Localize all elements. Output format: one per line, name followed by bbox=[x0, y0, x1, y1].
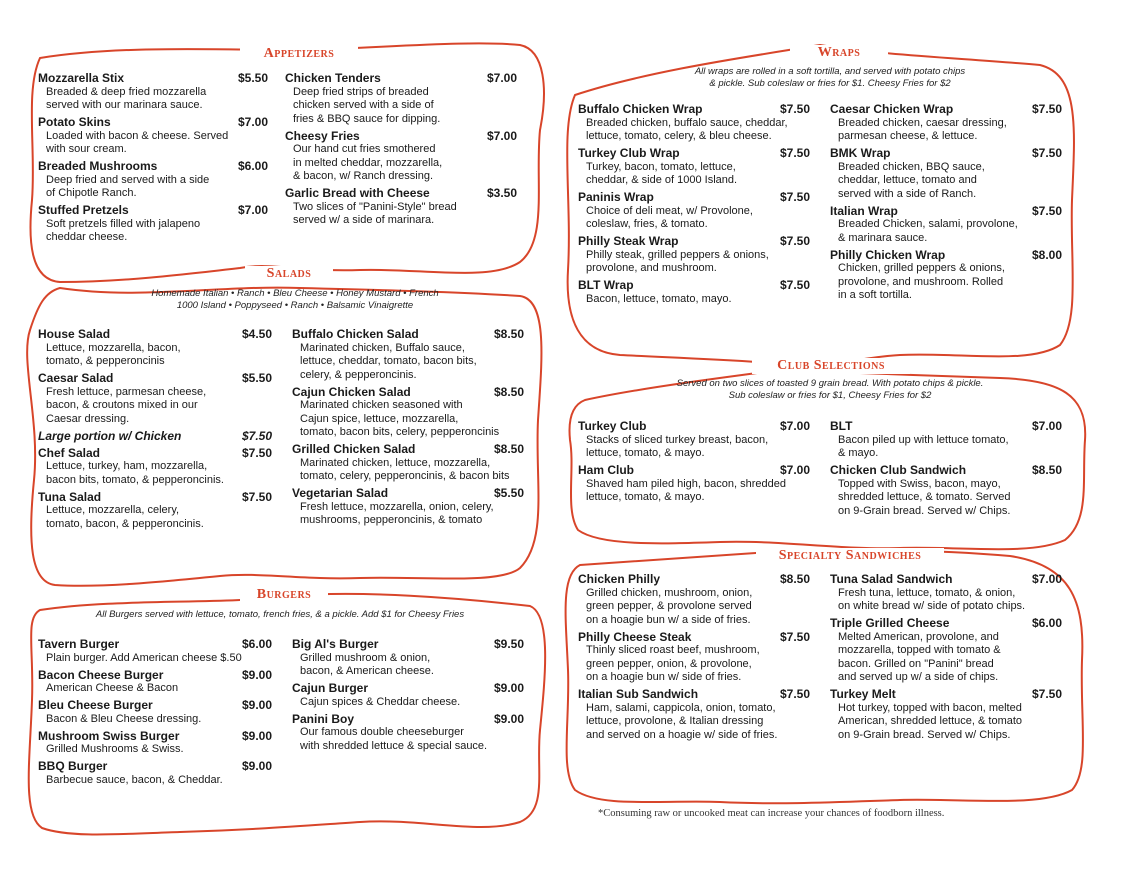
item-description: on 9-Grain bread. Served w/ Chips. bbox=[838, 728, 1011, 741]
appetizers-menu-item bbox=[38, 160, 268, 201]
item-header bbox=[830, 420, 1062, 434]
item-description: tomato, & pepperoncinis bbox=[46, 355, 165, 367]
item-header bbox=[292, 443, 524, 457]
wraps-menu-item bbox=[830, 249, 1062, 303]
item-description: Ham, salami, cappicola, onion, tomato, bbox=[586, 701, 776, 714]
item-name: Paninis Wrap bbox=[578, 190, 654, 204]
item-description: bacon, & croutons mixed in our bbox=[46, 399, 198, 411]
item-name: Garlic Bread with Cheese bbox=[285, 186, 430, 200]
item-description: Bacon & Bleu Cheese dressing. bbox=[46, 712, 202, 725]
item-price: $7.00 bbox=[1031, 419, 1062, 433]
item-header bbox=[578, 235, 810, 249]
item-header bbox=[38, 699, 272, 713]
item-description: cheddar, & side of 1000 Island. bbox=[586, 174, 738, 186]
item-name: Turkey Club bbox=[578, 419, 647, 433]
item-price: $7.00 bbox=[779, 419, 810, 433]
item-price: $7.50 bbox=[779, 102, 810, 116]
item-header bbox=[285, 187, 517, 201]
item-description: bacon bits, tomato, & pepperoncinis. bbox=[46, 473, 224, 486]
specialty-menu-item bbox=[578, 688, 810, 742]
specialty-menu-item bbox=[578, 573, 810, 627]
item-description: green pepper, onion, & provolone, bbox=[586, 657, 752, 670]
item-price: $8.50 bbox=[779, 572, 810, 586]
item-description: fries & BBQ sauce for dipping. bbox=[293, 112, 441, 125]
item-description: Breaded chicken, BBQ sauce, bbox=[838, 160, 985, 173]
wraps-menu-item bbox=[578, 191, 810, 232]
item-price: $5.50 bbox=[493, 486, 524, 500]
club-subtitle bbox=[610, 378, 1050, 402]
item-price: $4.50 bbox=[241, 327, 272, 341]
item-description: in a soft tortilla. bbox=[838, 289, 912, 301]
item-price: $7.50 bbox=[779, 146, 810, 160]
item-header bbox=[292, 682, 524, 696]
item-description: Thinly sliced roast beef, mushroom, bbox=[586, 644, 760, 656]
item-description: Two slices of "Panini-Style" bread bbox=[293, 200, 457, 213]
item-description: Grilled mushroom & onion, bbox=[300, 651, 431, 664]
wraps-menu-item bbox=[578, 235, 810, 276]
item-description: Fresh lettuce, mozzarella, onion, celery, bbox=[300, 500, 494, 513]
club-subtitle-line: Sub coleslaw or fries for $1, Cheesy Fries for $2 bbox=[728, 390, 932, 401]
specialty-menu-item bbox=[830, 688, 1062, 742]
burgers-menu-item bbox=[38, 669, 272, 696]
item-price: $7.50 bbox=[779, 629, 810, 644]
salads-menu-item bbox=[292, 443, 524, 484]
item-description: shredded lettuce, & tomato. Served bbox=[838, 491, 1011, 503]
item-price: $7.00 bbox=[486, 128, 517, 143]
item-header bbox=[38, 447, 272, 461]
item-description: celery, & pepperoncinis. bbox=[300, 368, 417, 381]
wraps-subtitle-line: & pickle. Sub coleslaw or fries for $1. Cheesy Fries for $2 bbox=[709, 78, 951, 89]
appetizers-menu-item bbox=[285, 72, 517, 126]
club-menu-item bbox=[578, 464, 810, 505]
item-description: Chicken, grilled peppers & onions, bbox=[838, 262, 1005, 274]
item-description: coleslaw, fries, & tomato. bbox=[586, 218, 708, 230]
item-price: $7.50 bbox=[241, 428, 272, 443]
item-description: Breaded chicken, buffalo sauce, cheddar, bbox=[586, 116, 788, 129]
item-description: Fresh lettuce, parmesan cheese, bbox=[46, 385, 207, 398]
salads-menu-item bbox=[292, 386, 524, 440]
item-description: Breaded & deep fried mozzarella bbox=[46, 85, 207, 98]
item-description: bacon, & American cheese. bbox=[300, 665, 434, 677]
item-name: Philly Chicken Wrap bbox=[830, 247, 946, 262]
item-header bbox=[285, 130, 517, 144]
item-name: Triple Grilled Cheese bbox=[830, 616, 950, 630]
club-title: Club Selections bbox=[752, 358, 910, 374]
item-price: $7.00 bbox=[237, 115, 268, 129]
item-description: cheddar cheese. bbox=[46, 231, 128, 243]
item-name: BLT Wrap bbox=[578, 278, 634, 292]
item-description: in melted cheddar, mozzarella, bbox=[293, 156, 443, 169]
item-header bbox=[578, 191, 810, 205]
item-description: lettuce, tomato, celery, & bleu cheese. bbox=[586, 130, 772, 142]
item-name: Potato Skins bbox=[38, 115, 111, 129]
burgers-subtitle-line: All Burgers served with lettuce, tomato, french fries, & a pickle. Add $1 for Cheesy Fries bbox=[95, 609, 465, 620]
item-header bbox=[830, 617, 1062, 631]
item-name: Turkey Club Wrap bbox=[578, 146, 680, 160]
item-price: $8.50 bbox=[493, 442, 524, 456]
item-price: $9.00 bbox=[241, 667, 272, 682]
item-name: Big Al's Burger bbox=[292, 637, 379, 651]
item-price: $9.00 bbox=[241, 728, 272, 743]
item-description: Marinated chicken, lettuce, mozzarella, bbox=[300, 456, 491, 469]
item-description: provolone, and mushroom. Rolled bbox=[838, 275, 1004, 288]
club-menu-item bbox=[830, 420, 1062, 461]
item-price: $7.50 bbox=[779, 687, 810, 701]
item-description: Caesar dressing. bbox=[46, 412, 130, 425]
item-name: Chicken Philly bbox=[578, 572, 661, 586]
item-price: $7.00 bbox=[779, 463, 810, 477]
salads-menu-item bbox=[38, 447, 272, 488]
item-description: Choice of deli meat, w/ Provolone, bbox=[586, 204, 753, 217]
item-description: lettuce, tomato, & mayo. bbox=[586, 491, 705, 503]
item-name: Caesar Salad bbox=[38, 371, 114, 385]
item-description: tomato, celery, pepperoncinis, & bacon bits bbox=[300, 470, 510, 482]
item-header bbox=[578, 464, 810, 478]
salads-menu-item bbox=[38, 430, 272, 444]
item-price: $7.50 bbox=[779, 278, 810, 292]
item-header bbox=[578, 147, 810, 161]
item-description: on a hoagie bun w/ a side of fries. bbox=[586, 613, 751, 626]
item-header bbox=[830, 573, 1062, 587]
item-price: $7.50 bbox=[1031, 203, 1062, 218]
item-header bbox=[830, 688, 1062, 702]
appetizers-menu-item bbox=[285, 130, 517, 184]
salads-subtitle-line: 1000 Island • Poppyseed • Ranch • Balsamic Vinaigrette bbox=[176, 300, 414, 311]
item-name: Mushroom Swiss Burger bbox=[38, 728, 180, 743]
item-description: & bacon, w/ Ranch dressing. bbox=[293, 170, 434, 182]
item-description: Melted American, provolone, and bbox=[838, 630, 999, 643]
item-name: Tuna Salad bbox=[38, 489, 102, 504]
item-price: $6.00 bbox=[241, 637, 272, 651]
item-name: Stuffed Pretzels bbox=[38, 203, 129, 217]
club-subtitle-line: Served on two slices of toasted 9 grain bread. With potato chips & pickle. bbox=[676, 378, 984, 389]
item-name: Cajun Chicken Salad bbox=[292, 384, 411, 399]
burgers-menu-item bbox=[292, 638, 524, 679]
item-description: and served on a hoagie w/ side of fries. bbox=[586, 728, 778, 741]
item-description: tomato, bacon bits, celery, pepperoncinis bbox=[300, 426, 500, 438]
item-price: $7.50 bbox=[1031, 687, 1062, 701]
item-description: cheddar, lettuce, tomato and bbox=[838, 174, 977, 186]
appetizers-title: Appetizers bbox=[240, 46, 358, 62]
burgers-menu-item bbox=[38, 638, 272, 665]
item-name: BBQ Burger bbox=[38, 759, 108, 773]
item-description: bacon. Grilled on "Panini" bread bbox=[838, 657, 994, 670]
item-description: and served up w/ a side of chips. bbox=[838, 671, 999, 683]
item-description: Topped with Swiss, bacon, mayo, bbox=[838, 477, 1001, 490]
item-header bbox=[830, 103, 1062, 117]
burgers-title: Burgers bbox=[240, 587, 328, 603]
item-name: Large portion w/ Chicken bbox=[38, 428, 182, 443]
item-name: Bacon Cheese Burger bbox=[38, 667, 164, 682]
appetizers-menu-item bbox=[38, 72, 268, 113]
item-name: Chef Salad bbox=[38, 445, 101, 460]
item-header bbox=[578, 631, 810, 645]
item-description: Barbecue sauce, bacon, & Cheddar. bbox=[46, 773, 223, 786]
item-header bbox=[38, 491, 272, 505]
item-name: Ham Club bbox=[578, 463, 635, 477]
item-description: & marinara sauce. bbox=[838, 231, 928, 244]
item-description: served with a side of Ranch. bbox=[838, 187, 977, 200]
item-price: $3.50 bbox=[486, 186, 517, 200]
specialty-title: Specialty Sandwiches bbox=[756, 548, 944, 564]
item-header bbox=[578, 688, 810, 702]
item-description: Plain burger. Add American cheese $.50 bbox=[46, 651, 242, 664]
item-header bbox=[292, 487, 524, 501]
item-description: lettuce, provolone, & Italian dressing bbox=[586, 715, 764, 727]
item-header bbox=[38, 372, 272, 386]
item-description: Stacks of sliced turkey breast, bacon, bbox=[586, 433, 769, 446]
item-description: mushrooms, pepperoncinis, & tomato bbox=[300, 514, 483, 526]
item-name: Philly Cheese Steak bbox=[578, 629, 692, 644]
wraps-menu-item bbox=[578, 279, 810, 306]
item-description: Lettuce, turkey, ham, mozzarella, bbox=[46, 460, 208, 472]
item-description: served with our marinara sauce. bbox=[46, 99, 203, 111]
item-description: & mayo. bbox=[838, 447, 879, 459]
item-description: Lettuce, mozzarella, celery, bbox=[46, 504, 180, 516]
item-header bbox=[38, 638, 272, 652]
wraps-menu-item bbox=[830, 205, 1062, 246]
item-name: Chicken Club Sandwich bbox=[830, 463, 967, 477]
item-price: $7.50 bbox=[241, 489, 272, 504]
item-name: Philly Steak Wrap bbox=[578, 234, 679, 248]
club-menu-item bbox=[578, 420, 810, 461]
item-name: House Salad bbox=[38, 327, 111, 341]
item-description: served w/ a side of marinara. bbox=[293, 214, 435, 226]
item-description: Deep fried and served with a side bbox=[46, 173, 210, 186]
specialty-menu-item bbox=[830, 617, 1062, 685]
salads-menu-item bbox=[38, 328, 272, 369]
wraps-title: Wraps bbox=[790, 45, 888, 61]
item-header bbox=[38, 430, 272, 444]
item-description: Bacon piled up with lettuce tomato, bbox=[838, 433, 1009, 446]
item-description: Breaded chicken, caesar dressing, bbox=[838, 116, 1007, 129]
burgers-subtitle bbox=[30, 609, 530, 621]
item-name: Caesar Chicken Wrap bbox=[830, 102, 954, 116]
item-name: Mozzarella Stix bbox=[38, 71, 125, 85]
item-name: Buffalo Chicken Salad bbox=[292, 327, 419, 341]
item-header bbox=[292, 386, 524, 400]
item-name: Tuna Salad Sandwich bbox=[830, 572, 953, 586]
item-description: Cajun spices & Cheddar cheese. bbox=[300, 695, 461, 708]
item-price: $7.50 bbox=[241, 445, 272, 460]
item-price: $9.00 bbox=[241, 759, 272, 773]
item-name: Buffalo Chicken Wrap bbox=[578, 102, 703, 116]
item-description: American Cheese & Bacon bbox=[46, 682, 179, 694]
item-name: Grilled Chicken Salad bbox=[292, 442, 416, 456]
item-description: Grilled chicken, mushroom, onion, bbox=[586, 586, 753, 599]
item-name: Panini Boy bbox=[292, 711, 355, 726]
item-header bbox=[578, 573, 810, 587]
item-header bbox=[38, 730, 272, 744]
burgers-menu-item bbox=[38, 760, 272, 787]
specialty-menu-item bbox=[830, 573, 1062, 614]
item-header bbox=[38, 160, 268, 174]
item-description: on a hoagie bun w/ side of fries. bbox=[586, 671, 742, 683]
item-description: with shredded lettuce & special sauce. bbox=[300, 739, 488, 752]
item-description: Loaded with bacon & cheese. Served bbox=[46, 129, 229, 142]
item-description: Marinated chicken seasoned with bbox=[300, 399, 463, 411]
item-header bbox=[38, 204, 268, 218]
item-price: $9.00 bbox=[241, 698, 272, 712]
item-header bbox=[38, 669, 272, 683]
item-price: $9.00 bbox=[493, 711, 524, 726]
salads-title: Salads bbox=[245, 266, 333, 282]
item-description: Breaded Chicken, salami, provolone, bbox=[838, 218, 1018, 230]
item-price: $9.50 bbox=[493, 637, 524, 651]
item-header bbox=[38, 116, 268, 130]
item-description: Our hand cut fries smothered bbox=[293, 143, 436, 155]
item-description: provolone, and mushroom. bbox=[586, 262, 717, 274]
item-description: Grilled Mushrooms & Swiss. bbox=[46, 743, 184, 755]
appetizers-menu-item bbox=[38, 116, 268, 157]
item-header bbox=[292, 713, 524, 727]
item-name: Cheesy Fries bbox=[285, 128, 360, 143]
item-description: on white bread w/ side of potato chips. bbox=[838, 600, 1026, 612]
item-price: $8.50 bbox=[493, 327, 524, 341]
item-price: $7.00 bbox=[486, 71, 517, 85]
item-header bbox=[285, 72, 517, 86]
burgers-menu-item bbox=[292, 713, 524, 754]
item-price: $5.50 bbox=[237, 71, 268, 85]
item-description: mozzarella, topped with tomato & bbox=[838, 644, 1001, 656]
item-description: Marinated chicken, Buffalo sauce, bbox=[300, 341, 465, 354]
item-name: Chicken Tenders bbox=[285, 71, 381, 85]
item-description: Fresh tuna, lettuce, tomato, & onion, bbox=[838, 586, 1016, 599]
burgers-menu-item bbox=[38, 730, 272, 757]
item-header bbox=[38, 72, 268, 86]
item-description: Lettuce, mozzarella, bacon, bbox=[46, 341, 181, 354]
salads-menu-item bbox=[292, 328, 524, 382]
burgers-menu-item bbox=[292, 682, 524, 709]
item-header bbox=[830, 147, 1062, 161]
item-price: $7.50 bbox=[1031, 102, 1062, 116]
item-description: tomato, bacon, & pepperoncinis. bbox=[46, 517, 204, 530]
item-name: Vegetarian Salad bbox=[292, 486, 389, 500]
salads-subtitle bbox=[80, 288, 510, 312]
item-description: chicken served with a side of bbox=[293, 99, 434, 111]
item-description: Deep fried strips of breaded bbox=[293, 85, 429, 98]
item-description: green pepper, & provolone served bbox=[586, 600, 752, 612]
item-description: lettuce, cheddar, tomato, bacon bits, bbox=[300, 355, 477, 367]
item-price: $9.00 bbox=[493, 681, 524, 695]
salads-menu-item bbox=[38, 372, 272, 426]
item-price: $8.50 bbox=[1031, 463, 1062, 477]
burgers-menu-item bbox=[38, 699, 272, 726]
item-description: Soft pretzels filled with jalapeno bbox=[46, 217, 201, 230]
item-description: Turkey, bacon, tomato, lettuce, bbox=[586, 160, 736, 173]
item-header bbox=[292, 328, 524, 342]
wraps-menu-item bbox=[830, 147, 1062, 201]
item-price: $6.00 bbox=[237, 159, 268, 173]
item-name: Cajun Burger bbox=[292, 681, 369, 695]
item-name: BLT bbox=[830, 419, 853, 433]
item-name: Tavern Burger bbox=[38, 637, 120, 651]
item-name: Turkey Melt bbox=[830, 687, 896, 701]
item-name: Italian Wrap bbox=[830, 203, 898, 218]
item-price: $7.50 bbox=[779, 190, 810, 204]
wraps-menu-item bbox=[578, 147, 810, 188]
item-header bbox=[292, 638, 524, 652]
wraps-subtitle bbox=[630, 66, 1030, 90]
item-description: Cajun spice, lettuce, mozzarella, bbox=[300, 412, 459, 425]
item-name: Breaded Mushrooms bbox=[38, 159, 158, 173]
item-header bbox=[38, 760, 272, 774]
item-description: Our famous double cheeseburger bbox=[300, 726, 464, 738]
wraps-subtitle-line: All wraps are rolled in a soft tortilla, and served with potato chips bbox=[694, 66, 966, 77]
item-description: Shaved ham piled high, bacon, shredded bbox=[586, 477, 786, 490]
item-price: $7.00 bbox=[1031, 572, 1062, 586]
salads-menu-item bbox=[292, 487, 524, 528]
item-description: American, shredded lettuce, & tomato bbox=[838, 715, 1023, 727]
item-header bbox=[830, 249, 1062, 263]
wraps-menu-item bbox=[830, 103, 1062, 144]
wraps-menu-item bbox=[578, 103, 810, 144]
item-price: $5.50 bbox=[241, 371, 272, 385]
item-header bbox=[578, 279, 810, 293]
item-price: $8.50 bbox=[493, 384, 524, 399]
item-header bbox=[38, 328, 272, 342]
item-price: $8.00 bbox=[1031, 247, 1062, 262]
item-price: $7.50 bbox=[1031, 146, 1062, 160]
item-header bbox=[578, 420, 810, 434]
salads-menu-item bbox=[38, 491, 272, 532]
item-description: lettuce, tomato, & mayo. bbox=[586, 447, 705, 459]
club-menu-item bbox=[830, 464, 1062, 518]
item-name: Italian Sub Sandwich bbox=[578, 687, 699, 701]
item-description: Hot turkey, topped with bacon, melted bbox=[838, 701, 1022, 714]
item-price: $6.00 bbox=[1031, 616, 1062, 630]
item-header bbox=[578, 103, 810, 117]
item-description: on 9-Grain bread. Served w/ Chips. bbox=[838, 504, 1011, 517]
disclaimer: *Consuming raw or uncooked meat can increase your chances of foodborn illness. bbox=[598, 808, 945, 819]
item-header bbox=[830, 205, 1062, 219]
item-description: Bacon, lettuce, tomato, mayo. bbox=[586, 292, 732, 305]
item-price: $7.50 bbox=[779, 234, 810, 248]
item-description: parmesan cheese, & lettuce. bbox=[838, 130, 978, 142]
appetizers-menu-item bbox=[38, 204, 268, 245]
item-description: Philly steak, grilled peppers & onions, bbox=[586, 248, 769, 261]
salads-subtitle-line: Homemade Italian • Ranch • Bleu Cheese • Honey Mustard • French bbox=[151, 288, 439, 299]
item-price: $7.00 bbox=[237, 203, 268, 217]
appetizers-menu-item bbox=[285, 187, 517, 228]
item-description: of Chipotle Ranch. bbox=[46, 187, 137, 199]
item-header bbox=[830, 464, 1062, 478]
item-description: with sour cream. bbox=[46, 143, 127, 155]
item-name: BMK Wrap bbox=[830, 146, 891, 160]
item-name: Bleu Cheese Burger bbox=[38, 698, 153, 712]
specialty-menu-item bbox=[578, 631, 810, 685]
